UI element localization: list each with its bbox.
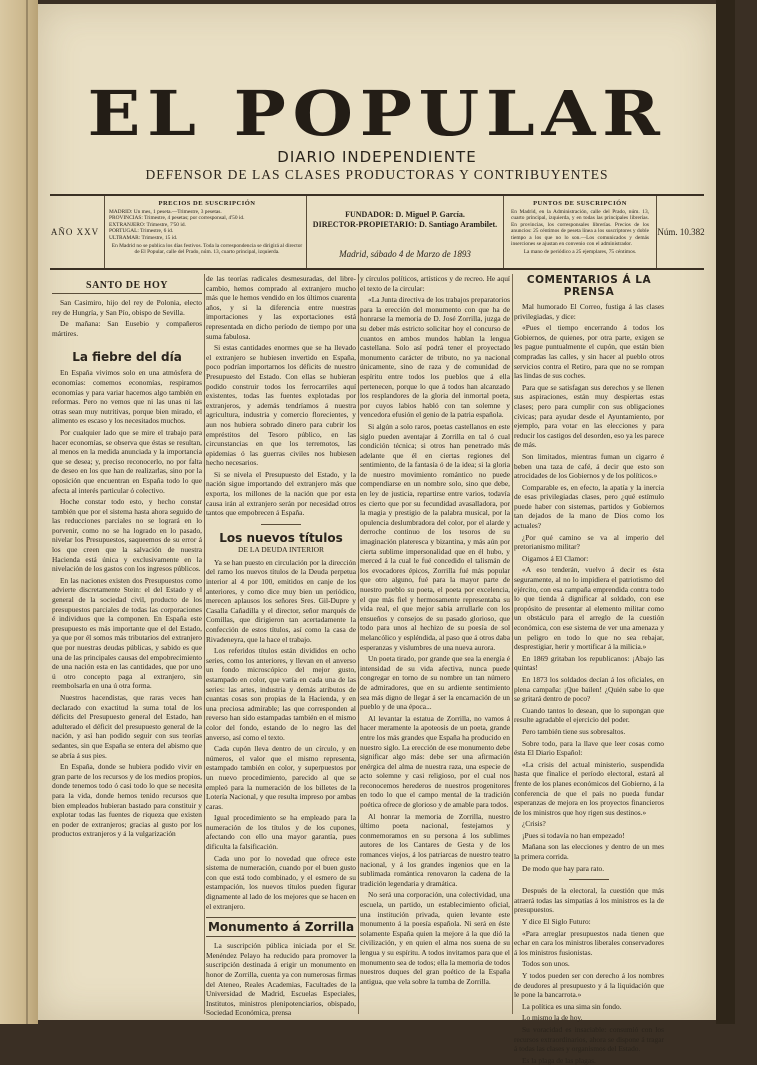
mass-text: De mañana: San Eusebio y compañeros mártires. [52,319,202,338]
comment-paragraph: Sobre todo, para la llave que leer cosas como ésta El Diario Español: [514,738,664,758]
comment-paragraph: Y todos pueden ser con derecho á los nombres de deudores al presupuesto y á la liquidación que le pone la bancarrota.» [514,971,664,1000]
column-3 [360,274,510,1014]
newspaper-subtitle: DIARIO INDEPENDIENTE [277,148,477,166]
price-line: ULTRAMAR: Trimestre, 15 id. [109,234,178,241]
comment-paragraph: ¡Pues si todavía no han empezado! [522,830,625,840]
newspaper-title: EL POPULAR [87,77,667,150]
comment-paragraph: Comparable es, en efecto, la apatía y la inercia de esas privilegiadas clases, pero ¿qué estímulo puede haber con sistemas, partidos y Gobiernos tan dejados de la mano de Dios como los actuales? [514,482,664,531]
newspaper-page [38,4,716,1065]
article-paragraph: En España vivimos solo en una atmósfera de economías: comemos economías, respiramos economías y para variar hacemos algo también en reformas. Pero no vemos que ni las unas ni las otras sean muy nutritivas, porque bien mirado, el alimento es escaso y los necesitados muchos. [52,368,202,426]
comment-paragraph: Oigamos á El Clamor: [522,553,589,563]
masthead [38,77,716,183]
comment-paragraph: En 1873 los soldados decían á los oficiales, en plena campaña: ¡Que bailen! ¿Quién sabe lo que se gritará dentro de poco? [514,674,664,704]
comment-paragraph: Es la plaga de las plagas. [522,1055,596,1065]
points-text: En Madrid, en la Administración, calle del Prado, núm. 13, cuarto principal, izquierda, y en todas las principales librerías. En provincias, los corresponsales librerías. Precios de los anuncios: 25 céntimos de peseta línea a los suscriptores y doble tiempo a los que no lo son.—Los comunicados y demás inserciones se ajustan en convenio con el administrador. [511,209,649,248]
article-paragraph: Igual procedimiento se ha empleado para la numeración de los títulos y de los cupones, afectando con ello una mayor garantía, pues dificulta la falsificación. [206,813,356,852]
article-paragraph: Si se nivela el Presupuesto del Estado, y la nación sigue importando del extranjero más que exporta, los millones de la nación que por esta causa irán al extranjero serán por necesidad otros tantos que empobrecen á España. [206,469,356,518]
price-line: PROVINCIAS: Trimestre, 4 pesetas; por corresponsal, 4'50 id. [109,215,245,222]
founder-line: FUNDADOR: D. Miguel P. García. [345,210,465,219]
article-paragraph: y círculos políticos, artísticos y de recreo. He aquí el texto de la circular: [360,274,510,293]
article-paragraph: Al levantar la estatua de Zorrilla, no vamos á hacer meramente la apoteosis de un poeta, grande entre los más grandes que España ha producido en nuestro siglo. La erección de ese monumento debe significar algo más: debe ser una afirmación enérgica del alma de nuestra raza, una especie de acto solemne y casi religioso, por el cual nos reconocemos herederos de nuestros progenitores en todo lo que el campo mental de la tradición poética ofrece de glorioso y de amable para todos. [360,713,510,810]
comment-paragraph: En 1869 gritaban los republicanos: ¡Abajo las quintas! [514,653,664,673]
article-paragraph: de las teorías radicales desmesuradas, del libre-cambio, hemos comprado al extranjero mucho más que le hemos vendido en los últimos cuarenta años, y si la diferencia entre nuestras importaciones y las exportaciones está representada en dicho período de tiempo por una suma fabulosa. [206,274,356,341]
saint-text: San Casimiro, hijo del rey de Polonia, electo rey de Hungría, y San Pío, obispo de Sevilla. [52,298,202,317]
newspaper-motto: DEFENSOR DE LAS CLASES PRODUCTORAS Y CONTRIBUYENTES [145,167,609,182]
saint-heading: SANTO DE HOY [52,280,202,294]
prices-note: En Madrid no se publica los días festivos. Toda la correspondencia se dirigirá al director de El Popular, calle del Prado, núm. 13, cuarto principal, izquierda. [111,243,303,256]
article-paragraph: Los referidos títulos están divididos en ocho series, como los anteriores, y llevan en el anverso un fondo microscópico del mejor gusto, estampado en color, que varía en cada una de las series: las artes, industria y demás atributos de cuantas cosas son propias de la Hacienda, y en una preciosa admirable; las que corresponden al reverso han sido estampadas también en el mismo color del fondo, estando de lo negro las del anverso, así como el texto. [206,646,356,742]
article-paragraph: Un poeta tirado, por grande que sea la energía é intensidad de su vida afectiva, nunca puede congregar en torno de su nombre un tan número de admiradores, que en su ardiente sentimiento sea más digno de llegar á ser la encarnación de un pueblo y de una época... [360,654,510,712]
article-paragraph: Cada uno por lo novedad que ofrece este sistema de numeración, cuando por el buen gusto con que está todo combinado, y el esmero de su estampación, los nuevos títulos pueden figurar dignamente al lado de los mejores que se hacen en el extranjero. [206,853,356,911]
article-heading-comentarios: COMENTARIOS Á LA PRENSA [526,274,652,298]
prices-heading: PRECIOS DE SUSCRIPCIÓN [158,200,256,207]
article-paragraph: Hoche constar todo esto, y hecho constar también que por el sistema hasta ahora seguido de las reducciones parciales no se logrará en lo porvenir, como no se ha logrado en lo pasado, nivelar los Presupuestos, saqueemos de su error á los que creen que la salvación de nuestra Hacienda está única y exclusivamente en la nivelación de los gastos con los ingresos públicos. [52,497,202,574]
column-2 [206,274,356,1018]
article-heading-fiebre: La fiebre del día [72,350,182,365]
scan-right-edge [716,0,735,1024]
article-paragraph: En las naciones existen dos Presupuestos como advierte discretamente Stein: el del Estado y el general de la sociedad civil, producto de los presupuestos parciales de todas las corporaciones é individuos que la componen. En España este presupuesto es más importante que el del Estado, ya que por él somos más tributarios del extranjero que por nuestras deudas públicas, y sabido es que una de las principales causas del empobrecimiento de una nación esta en las cantidades, que por uno ú otro concepto paga al extranjero, sin reembolsarla en una ú otra forma. [52,575,202,691]
points-heading: PUNTOS DE SUSCRIPCIÓN [533,200,627,207]
subscription-prices [104,196,305,268]
comment-paragraph: Después de la electoral, la cuestión que más atraerá todas las simpatías á los ministros es la de presupuestos. [514,886,664,915]
article-paragraph: La suscripción pública iniciada por el Sr. Menéndez Pelayo ha reducido para promover la suscripción destinada á erigir un monumento en honor de Zorrilla, cuenta ya con numerosas firmas del Ateneo, Reales Academias, Facultades de la Universidad de Madrid, Escuelas Especiales, Institutos, ministros plenipotenciarios, obispado, Sociedad Económica, prensa [206,941,356,1018]
article-heading-titulos: Los nuevos títulos [219,530,343,545]
issue-year: AÑO XXV [50,227,100,237]
article-paragraph: Si algún a solo raros, poetas castellanos en este siglo pueden aventajar á Zorrilla en tal ó cual condición técnica; si otros han penetrado más adelante que él en ciertas regiones del sentimiento, de la fantasía ó de la idea; si la gloria de nuestro movimiento romántico no puede compendiarse en un nombre solo, sino que debe, en ley de justicia, repartirse entre varios, todavía es cierto que por su fecundidad avasalladora, por la magia y prestigio de la palabra musical, por la opulencia deslumbradora del color, por el alarde y derroche continuo de los tesoros de su imaginación plateresca y bizantina, y más aún por cierta sublime impersonalidad que en él hubo, y merced á la cual le fué concedido el talismán de los evocadores épicos, Zorrilla fué más popular que otro alguno, fué para la mayor parte de nuestro pueblo su poeta, el poeta por excelencia, el que más fiel y hermosamente representaba su vida real, el que mejor sabía arrullarle con los ensueños y consejos de su pasado glorioso, que todo para unos al hechizo de su poesía de sol melancólico y espléndida, al paso que á otros daba esperanzas y vislumbres de una nueva aurora. [360,421,510,652]
price-line: PORTUGAL: Trimestre, 6 id. [109,228,174,235]
issue-number: Núm. 10.382 [656,196,705,268]
comment-paragraph: Pero también tiene sus sobresaltos. [522,726,626,736]
article-paragraph: Si estas cantidades enormes que se ha llevado el extranjero se hubiesen invertido en España, poco podrían importarnos los déficits de nuestro Presupuesto del Estado. Con ellas se hubieran podido construir todos los ferrocarriles aquí existentes, todas las fuentes explotadas por extranjeros, y además tendríamos á nuestra agricultura, industria y comercio florecientes, y aun nos hubiera sobrado dinero para cubrir los empréstitos del Tesoro público, en las circunstancias en que los terremotos, las epidemias ó las guerras civiles nos hubiesen hecho necesarios. [206,343,356,468]
price-line: MADRID: Un mes, 1 peseta.—Trimestre, 3 pesetas. [109,209,222,215]
info-band [50,194,704,270]
adjacent-page-spine [0,0,38,1024]
article-paragraph: Por cualquier lado que se mire el trabajo para hacer economías, se observa que éstas se resultan, al menos en la medida anunciada y la importancia que se desea; y, preciso reconocerlo, no por falta de deseo en los que han de realizarlas, sino por la oposición que encuentran en España todo lo que afecta al interés particular ó colectivo. [52,427,202,495]
article-paragraph: Al honrar la memoria de Zorrilla, nuestro último poeta nacional, festejamos y conmemoramos en su persona á los sublimes autores de los Cantares de Gesta y de los romances viejos, á los patriarcas de nuestro teatro nacional, y á los grandes ingenios que en la sublimada romántica renovaron la cadena de la tradición legendaria y dramática. [360,811,510,888]
subscription-points [508,196,652,268]
column-4 [514,274,665,1065]
article-paragraph: Cada cupón lleva dentro de un círculo, y en números, el valor que el mismo representa, estampado también en color, y superpuestos por un nuevo procedimiento, parecido al que se empleó para la numeración de los billetes de la Lotería Nacional, y que resulta impreso por ambas caras. [206,744,356,811]
comment-paragraph: Su voracidad es insaciable: consumió con los recursos extraordinarios, ahora se dispone á tragar á todas las clases y organismos del Estado. [514,1024,664,1054]
article-paragraph: «La Junta directiva de los trabajos preparatorios para la erección del monumento con que ha de honrarse la memoria de D. José Zorrilla, juzga de su deber más estricto solicitar hoy el concurso de cuantos en ambos mundos hablan la lengua castellana. Solo así podrá tener el proyectado monumento carácter de tributo, no ya nacional únicamente, sino de raza y de comunidad de espíritu entre todos los pueblos que á ella pertenecen, porque lo que á todos han alcanzado los resplandores de la gloria del inmortal poeta, por cuyos labios habló con tan solemne y vencedora efusión el genio de la patria española. [360,295,511,420]
binding-edge [26,0,28,1024]
column-1 [52,274,202,1014]
editorial-info [306,196,504,268]
comment-paragraph: «A eso tenderán, vuelvo á decir es ésta seguramente, al no lo impidiera el patriotismo del ejército, con esa campaña emprendida contra todo lo que tienda á dignificar al soldado, con ese propósito de presentar al elemento militar como un obstáculo para el arreglo de la cuestión económica, con ese sistema de ver una amenaza y un peligro en todo lo que no sea rebajar, desprestigiar, herir y mortificar á la milicia.» [514,565,664,652]
comment-paragraph: La política es una sima sin fondo. [522,1001,622,1011]
comment-paragraph: Y dice El Siglo Futuro: [522,917,591,927]
director-line: DIRECTOR-PROPIETARIO: D. Santiago Arambilet. [312,220,498,229]
column-rule [512,274,513,1014]
comment-paragraph: «Pues el tiempo encerrando á todos los Gobiernos, de quienes, por otra parte, exigen se les pague puntualmente el cupón, que están bien compradas las calles, y sin hacer al pueblo otros servicios contra el Retiro, para que no se rompan las lindas de sus coches. [514,323,664,381]
comment-paragraph: «Para arreglar presupuestos nada tienen que echar en cara los ministros liberales conservadores á los ministros fusionistas. [514,928,664,957]
comment-paragraph: Lo mismo la de hoy. [522,1013,583,1023]
comment-paragraph: Para que se satisfagan sus derechos y se llenen sus aspiraciones, están muy despiertas estas clases; pero para cumplir con sus obligaciones cívicas; para ayudar desde el Ayuntamiento, por ejemplo, para votar en las elecciones y para reducir los castigos del desorden, eso ya les parece de más. [514,382,665,450]
column-rule [358,274,359,1014]
comment-paragraph: ¿Crisis? [522,819,546,829]
separator [261,524,301,525]
article-paragraph: Ya se han puesto en circulación por la dirección del ramo los nuevos títulos de la Deuda perpetua interior al 4 por 100, emitidos en canje de los anteriores, y como dice muy bien un periódico, merecen aplausos los señores Sres. Gil-Dupre y Casalla Cañadilla y el director, señor marqués de Comillas, que dirigieron tan acertadamente la confección de estos títulos, así como la casa de Rivadeneyra, que la hace el trabajo. [206,557,356,644]
issue-dateline: Madrid, sábado 4 de Marzo de 1893 [339,249,471,259]
article-heading-monumento: Monumento á Zorrilla [206,917,356,937]
separator [569,879,609,880]
article-paragraph: No será una corporación, una colectividad, una escuela, un partido, un establecimiento oficial, una institución privada, quien levante este monumento á la poesía española. Ni será en éste solamente España quien la mejore á la que dió la civilización, y en quien el alma nos suena de su lengua y su espíritu. A todos invitamos para que el monumento sea de todos; ella la memoria de todos nuestros duques del gran poético de la España antigua, que vela sobre la tumba de Zorrilla. [360,890,510,986]
comment-paragraph: Son limitados, mientras fuman un cigarro é beben una taza de café, á decir que esto son atrocidades de los Gobiernos y de los políticos.» [514,451,664,481]
article-subheading-titulos: DE LA DEUDA INTERIOR [237,544,325,554]
comment-paragraph: «La crisis del actual ministerio, suspendida hasta que finalice el período electoral, estará al frente de los planes económicos del Gobierno, á la conferencia de que el país no pueda fundar esperanzas de mejora en los proyectos financieros de los ministros que hoy rigen sus destinos.» [514,759,664,817]
comment-paragraph: Todos son unos. [522,959,570,969]
comment-paragraph: Mañana son las elecciones y dentro de un mes la primera corrida. [514,842,664,862]
article-paragraph: En España, donde se hubiera podido vivir en gran parte de los recursos y de los medios propios, donde tenemos todo ó casi todo lo que se necesita para la vida, donde hemos tenido recursos que bien empleados hubieran bastado para constituir y explotar todas las fuentes de riqueza que existen en poder de extranjeros; gracias al gusto por los productos extranjeros y á la vulgarización [52,762,202,839]
comment-paragraph: ¿Por qué camino se va al imperio del pretorianismo militar? [514,532,664,552]
comment-paragraph: Cuando tantos lo desean, que lo supongan que resulte agradable el ejercicio del poder. [514,705,664,725]
comment-paragraph: De modo que hay para rato. [522,863,605,873]
price-line: EXTRANJERO: Trimestre, 7'50 id. [109,221,186,228]
comment-paragraph: Mal humorado El Correo, fustiga á las clases privilegiadas, y dice: [514,302,664,321]
points-note: La mano de periódico a 25 ejemplares, 75 céntimos. [523,249,637,256]
article-paragraph: Nuestros hacendistas, que raras veces han declarado con exactitud la suma total de los déficits del Presupuesto general del Estado, han adulterado el déficit del presupuesto general de la nación, y así han podido seguir con sus teorías sedantes, sin que España se entera del abismo que se abría á sus pies. [52,692,202,760]
column-rule [204,274,205,1014]
